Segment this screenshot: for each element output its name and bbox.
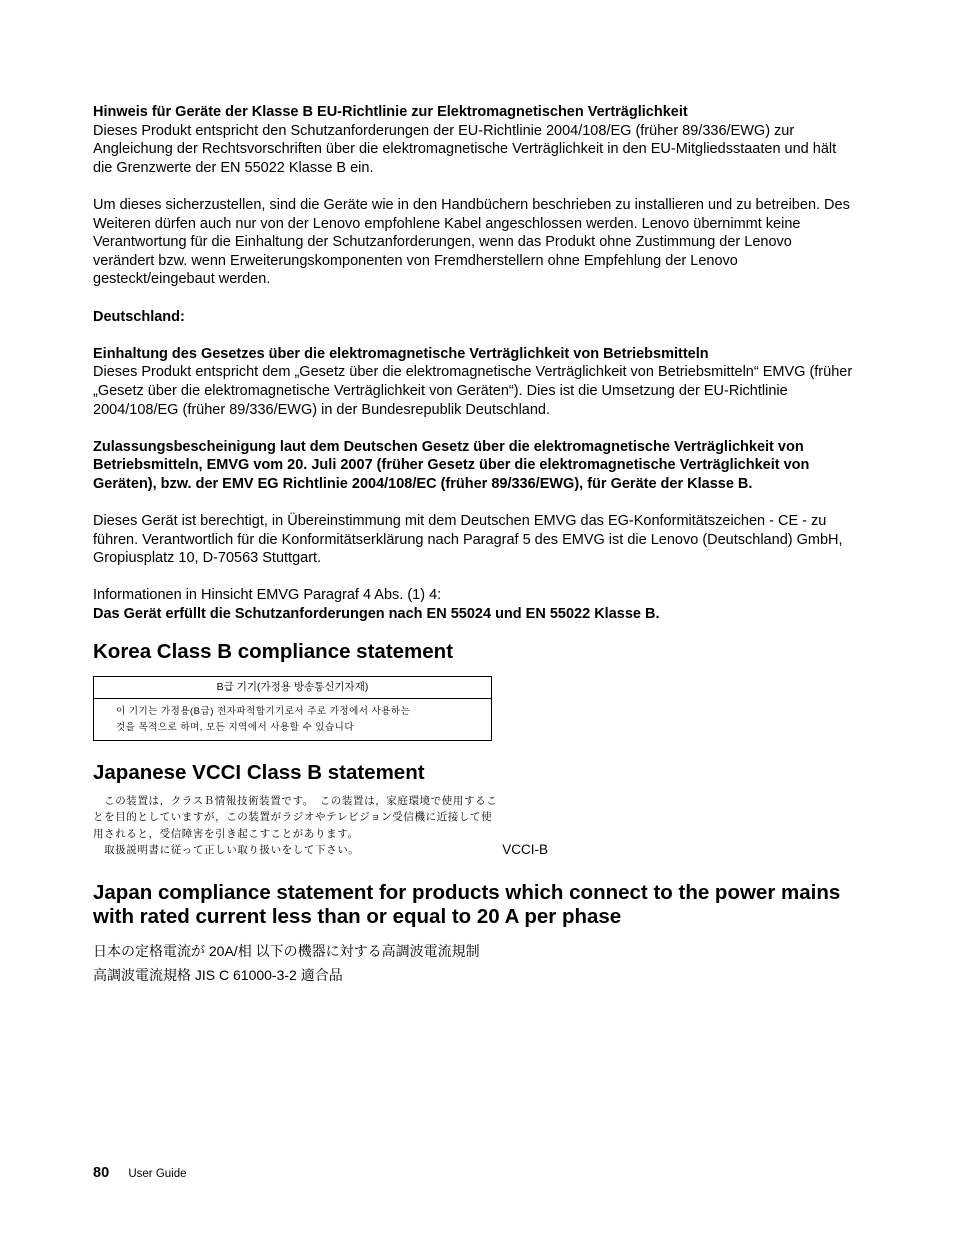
- section-title-eu-emc: Hinweis für Geräte der Klasse B EU-Richtlinie zur Elektromagnetischen Verträglichkeit: [93, 104, 688, 120]
- eu-emc-paragraph-1: Dieses Produkt entspricht den Schutzanforderungen der EU-Richtlinie 2004/108/EG (früher 89/336/EWG) zur Angleichung der Rechtsvorschriften über die elektromagnetische Verträglichkeit in den EU-Mitgliedsstaaten und hält die Grenzwerte der EN 55022 Klasse B ein.: [93, 122, 837, 176]
- zulassung-paragraph: Dieses Gerät ist berechtigt, in Übereinstimmung mit dem Deutschen EMVG das EG-Konformitätszeichen - CE - zu führen. Verantwortlich für die Konformitätserklärung nach Paragraf 5 des EMVG ist die Lenovo (Deutschland) GmbH, Gropiusplatz 10, D-70563 Stuttgart.: [93, 513, 843, 567]
- page-footer: [93, 1165, 187, 1181]
- vcci-line: 用されると，受信障害を引き起こすことがあります。: [93, 827, 359, 840]
- vcci-line: 取扱説明書に従って正しい取り扱いをして下さい。: [93, 844, 360, 857]
- vcci-statement: [93, 793, 548, 859]
- page-content: [93, 103, 853, 987]
- korea-box-body: [94, 699, 491, 740]
- guide-title: User Guide: [128, 1168, 187, 1180]
- vcci-heading: Japanese VCCI Class B statement: [93, 760, 425, 784]
- vcci-b-tag: VCCI-B: [502, 842, 548, 858]
- korea-statement-box: [93, 676, 492, 741]
- deutschland-label: Deutschland:: [93, 308, 185, 325]
- emvg-info-line: Informationen in Hinsicht EMVG Paragraf 4 Abs. (1) 4:: [93, 587, 442, 604]
- japan-heading: Japan compliance statement for products which connect to the power mains with rated current less than or equal to 20 A per phase: [93, 880, 841, 928]
- emvg-title: Einhaltung des Gesetzes über die elektromagnetische Verträglichkeit von Betriebsmitteln: [93, 345, 709, 362]
- eu-emc-paragraph-2: Um dieses sicherzustellen, sind die Geräte wie in den Handbüchern beschrieben zu installieren und zu betreiben. Des Weiteren dürfen auch nur von der Lenovo empfohlene Kabel angeschlossen werden. Lenovo übernimmt keine Verantwortung für die Einhaltung der Schutzanforderungen, wenn das Produkt ohne Zustimmung der Lenovo verändert bzw. wenn Erweiterungskomponenten von Fremdherstellern ohne Empfehlung der Lenovo gesteckt/eingebaut werden.: [93, 196, 850, 288]
- korea-box-head: B급 기기(가정용 방송통신기자재): [94, 677, 491, 699]
- vcci-line: この装置は，クラスＢ情報技術装置です。 この装置は，家庭環境で使用するこ: [93, 794, 498, 807]
- emvg-info-bold: Das Gerät erfüllt die Schutzanforderungen nach EN 55024 und EN 55022 Klasse B.: [93, 606, 660, 623]
- japan-statement: [93, 939, 853, 987]
- korea-box-line: 이 기기는 가정용(B급) 전자파적합기기로서 주로 가정에서 사용하는: [116, 705, 411, 717]
- emvg-paragraph: Dieses Produkt entspricht dem „Gesetz über die elektromagnetische Verträglichkeit von Betriebsmitteln“ EMVG (früher „Gesetz über die elektromagnetische Verträglichkeit von Geräten“). Dies ist die Umsetzung der EU-Richtlinie 2004/108/EG (früher 89/336/EWG) in der Bundesrepublik Deutschland.: [93, 364, 853, 418]
- zulassung-title: Zulassungsbescheinigung laut dem Deutschen Gesetz über die elektromagnetische Verträglichkeit von Betriebsmitteln, EMVG vom 20. Juli 2007 (früher Gesetz über die elektromagnetische Verträglichkeit von Geräten), bzw. der EMV EG Richtlinie 2004/108/EC (früher 89/336/EWG), für Geräte der Klasse B.: [93, 438, 810, 492]
- vcci-line: とを目的としていますが，この装置がラジオやテレビジョン受信機に近接して使: [93, 811, 493, 824]
- japan-line: 高調波電流規格 JIS C 61000-3-2 適合品: [93, 966, 343, 983]
- korea-box-line: 것을 목적으로 하며, 모든 지역에서 사용할 수 있습니다: [116, 721, 355, 733]
- page-number: 80: [93, 1165, 110, 1181]
- japan-line: 日本の定格電流が 20A/相 以下の機器に対する高調波電流規制: [93, 942, 480, 959]
- korea-heading: Korea Class B compliance statement: [93, 639, 454, 663]
